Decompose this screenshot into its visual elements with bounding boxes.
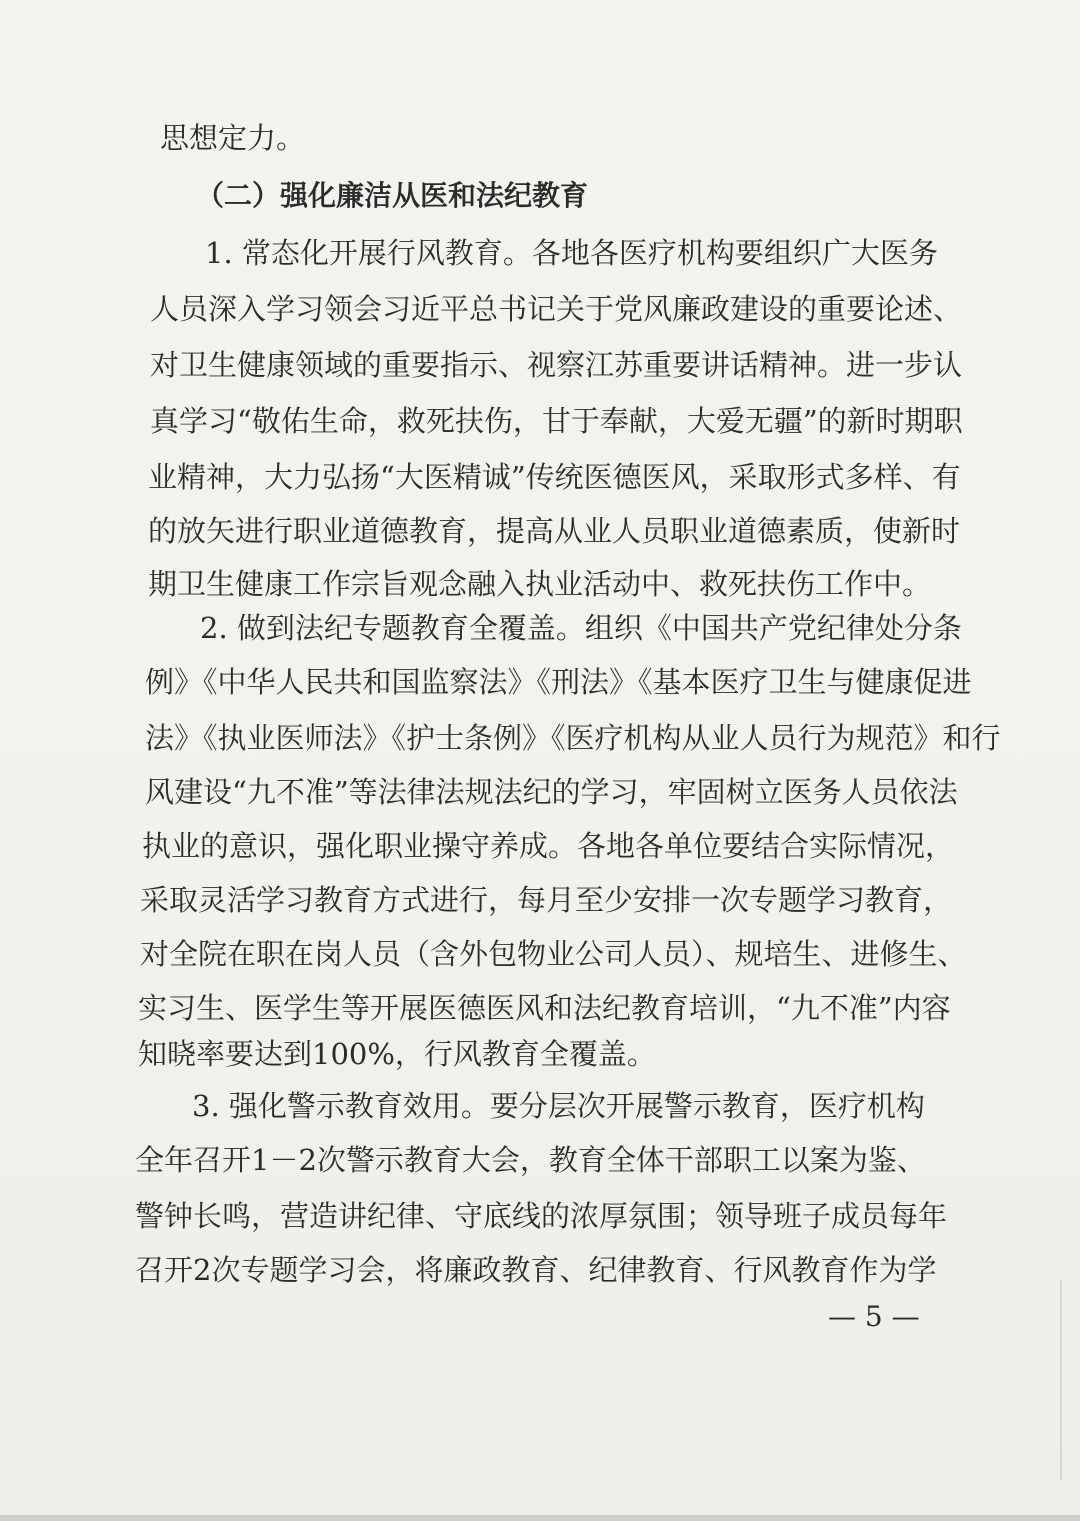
text-line-20: 全年召开1－2次警示教育大会，教育全体干部职工以案为鉴、 [135, 1143, 926, 1177]
text-line-14: 执业的意识，强化职业操守养成。各地各单位要结合实际情况， [142, 829, 955, 863]
text-line-22: 召开2次专题学习会，将廉政教育、纪律教育、行风教育作为学 [135, 1253, 937, 1287]
text-line-9: 期卫生健康工作宗旨观念融入执业活动中、救死扶伤工作中。 [148, 567, 932, 601]
text-line-3: 1. 常态化开展行风教育。各地各医疗机构要组织广大医务 [205, 236, 938, 270]
text-line-19: 3. 强化警示教育效用。要分层次开展警示教育，医疗机构 [192, 1089, 925, 1123]
page-bottom-border [0, 1515, 1080, 1521]
page-edge-shadow [1060, 1280, 1062, 1480]
text-line-5: 对卫生健康领域的重要指示、视察江苏重要讲话精神。进一步认 [150, 348, 963, 382]
text-line-1: 思想定力。 [160, 121, 306, 155]
text-line-21: 警钟长鸣，营造讲纪律、守底线的浓厚氛围；领导班子成员每年 [135, 1199, 948, 1233]
text-line-16: 对全院在职在岗人员（含外包物业公司人员）、规培生、进修生、 [140, 937, 967, 971]
text-line-17: 实习生、医学生等开展医德医风和法纪教育培训，“九不准”内容 [138, 991, 951, 1025]
section-heading: （二）强化廉洁从医和法纪教育 [196, 179, 589, 212]
text-line-12: 法》《执业医师法》《护士条例》《医疗机构从业人员行为规范》和行 [145, 721, 1001, 755]
text-line-11: 例》《中华人民共和国监察法》《刑法》《基本医疗卫生与健康促进 [145, 665, 972, 699]
text-line-8: 的放矢进行职业道德教育，提高从业人员职业道德素质，使新时 [148, 514, 961, 548]
text-line-7: 业精神，大力弘扬“大医精诚”传统医德医风，采取形式多样、有 [148, 460, 961, 494]
text-line-6: 真学习“敬佑生命，救死扶伤，甘于奉献，大爱无疆”的新时期职 [150, 404, 963, 438]
text-line-15: 采取灵活学习教育方式进行，每月至少安排一次专题学习教育， [140, 883, 953, 917]
text-line-18: 知晓率要达到100%，行风教育全覆盖。 [138, 1037, 656, 1071]
text-line-10: 2. 做到法纪专题教育全覆盖。组织《中国共产党纪律处分条 [200, 611, 962, 645]
text-line-13: 风建设“九不准”等法律法规法纪的学习，牢固树立医务人员依法 [145, 775, 958, 809]
text-line-4: 人员深入学习领会习近平总书记关于党风廉政建设的重要论述、 [150, 292, 963, 326]
page-number: — 5 — [828, 1300, 920, 1333]
